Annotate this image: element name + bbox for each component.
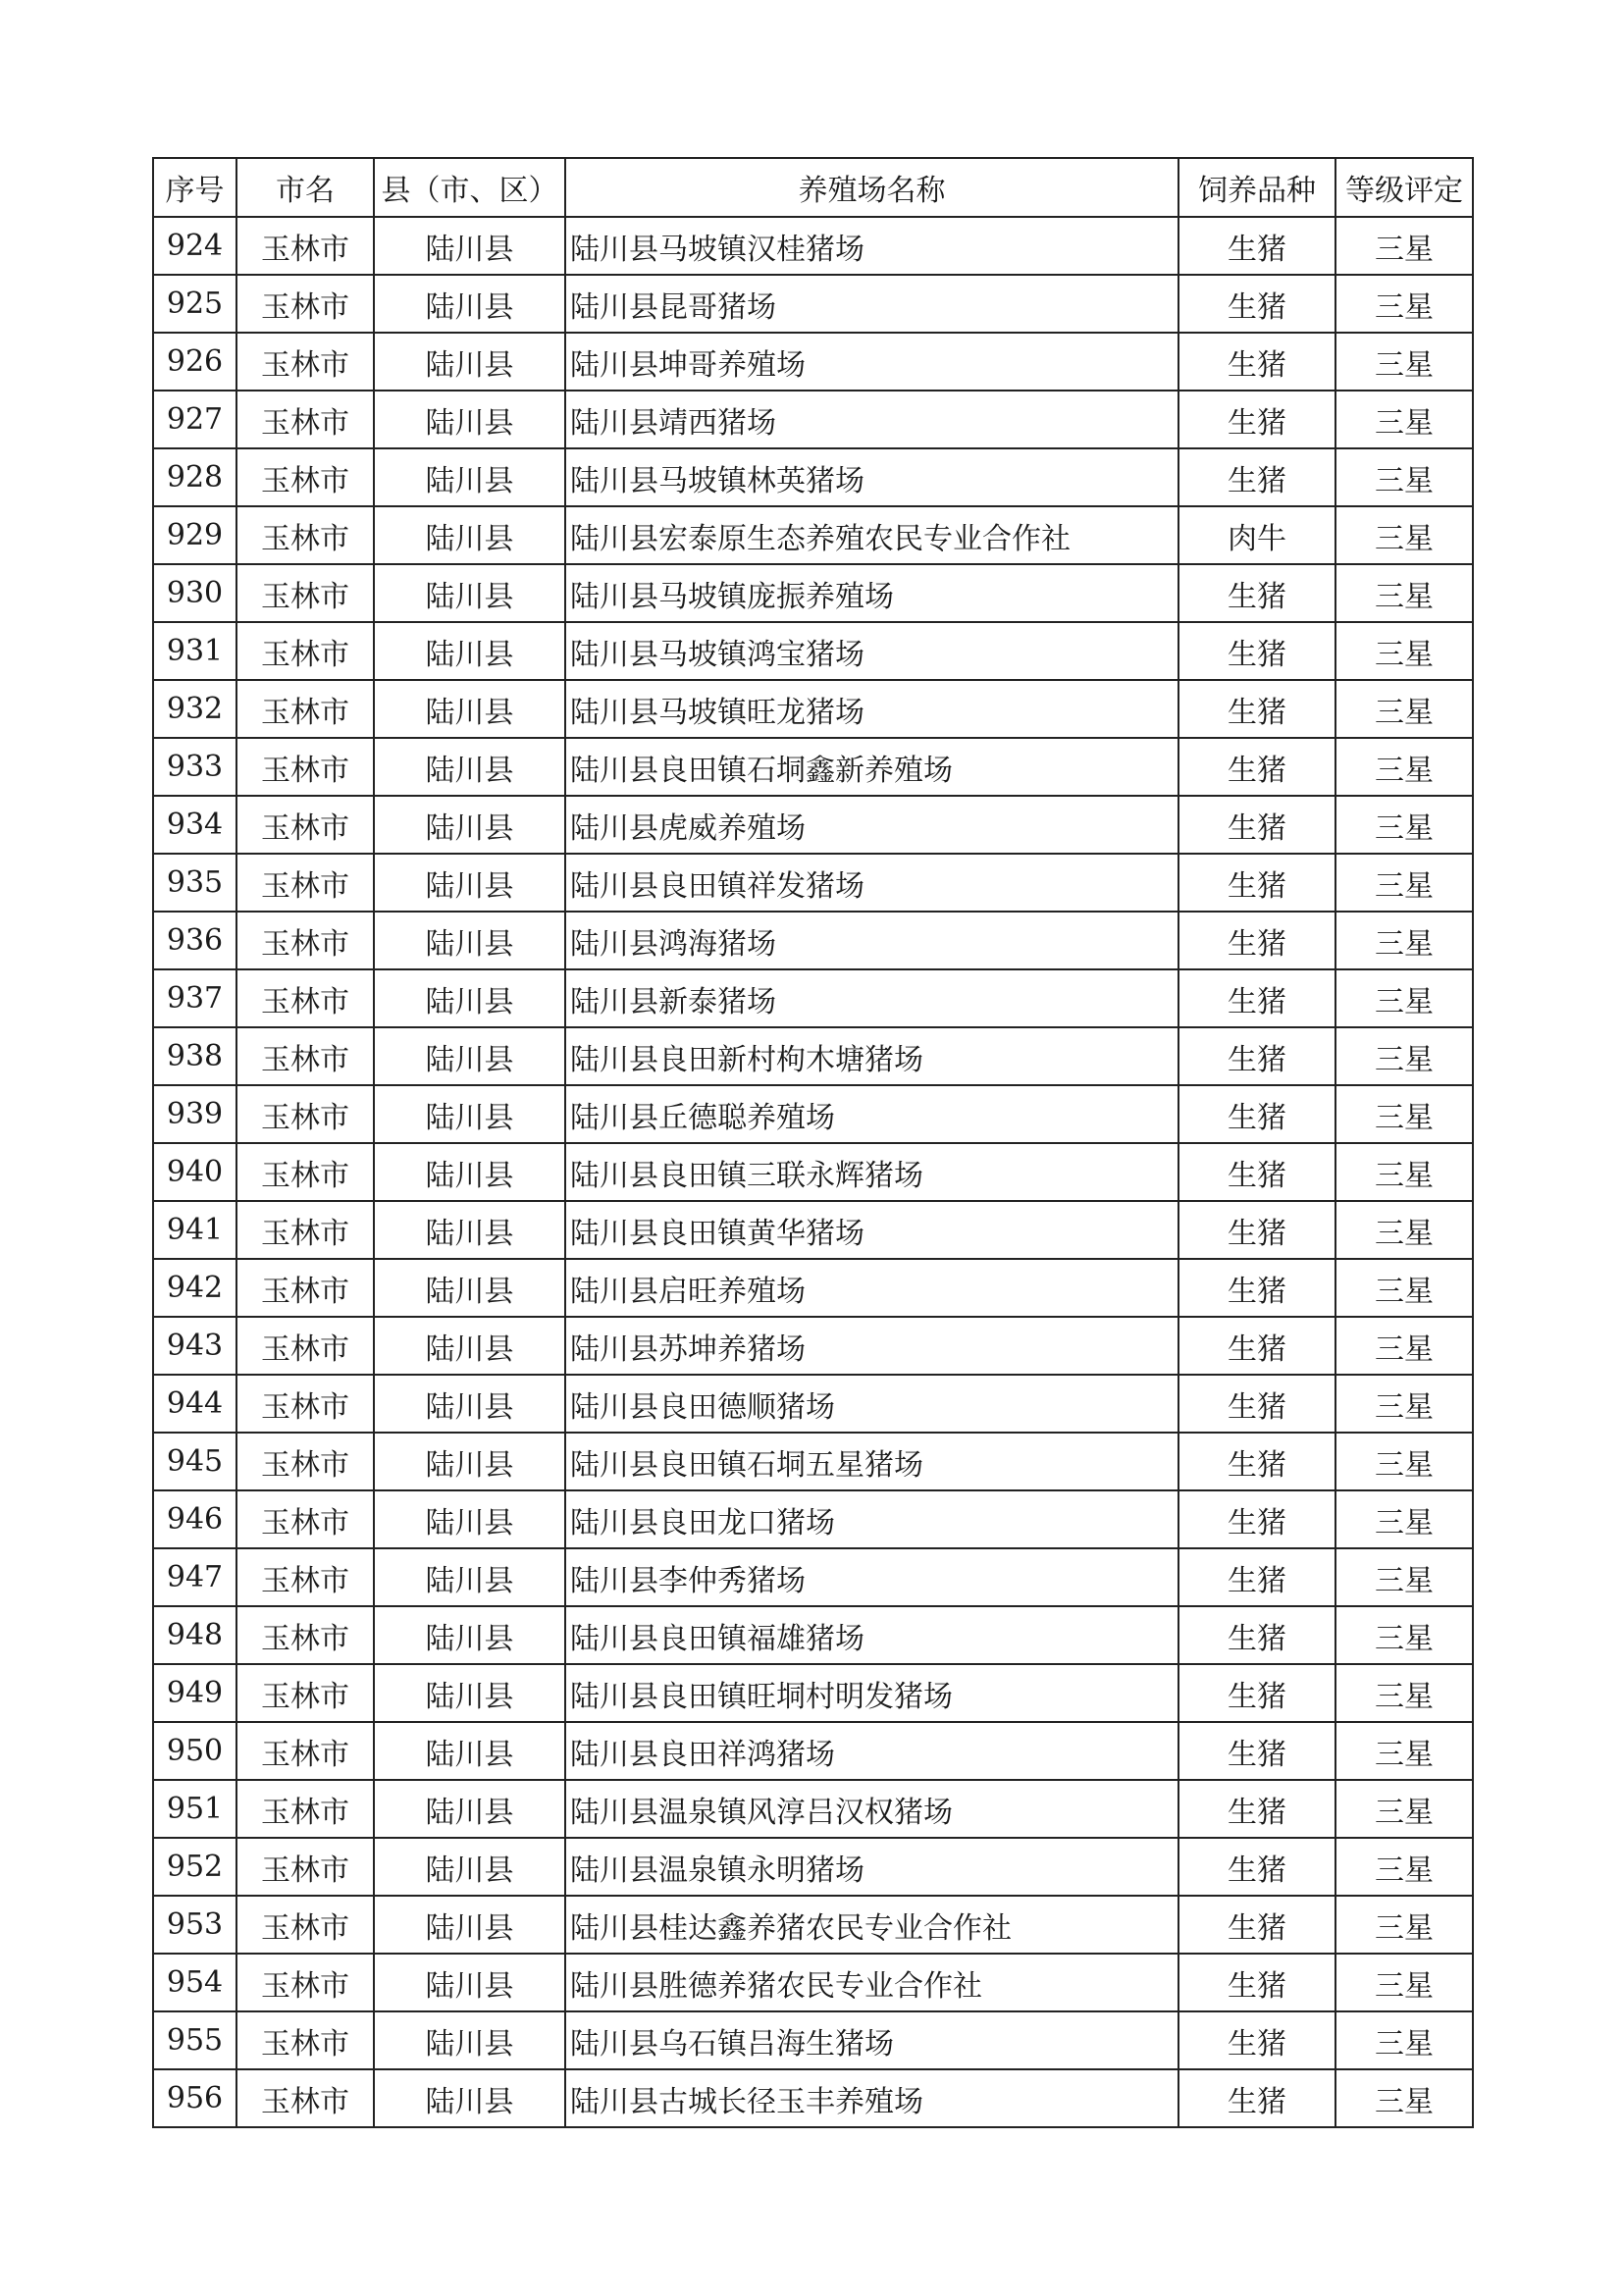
cell-serial-number: 934: [153, 796, 236, 854]
cell-city: 玉林市: [236, 1259, 374, 1317]
cell-farm-name: 陆川县李仲秀猪场: [565, 1548, 1178, 1606]
cell-city: 玉林市: [236, 506, 374, 564]
cell-species: 生猪: [1178, 912, 1335, 969]
cell-city: 玉林市: [236, 969, 374, 1027]
cell-farm-name: 陆川县良田镇黄华猪场: [565, 1201, 1178, 1259]
cell-rating: 三星: [1335, 854, 1473, 912]
cell-rating: 三星: [1335, 1201, 1473, 1259]
table-row: [153, 796, 1473, 854]
cell-city: 玉林市: [236, 217, 374, 275]
table-row: [153, 1722, 1473, 1780]
cell-county: 陆川县: [374, 1433, 565, 1490]
cell-city: 玉林市: [236, 1664, 374, 1722]
cell-county: 陆川县: [374, 448, 565, 506]
cell-species: 生猪: [1178, 1375, 1335, 1433]
cell-species: 生猪: [1178, 275, 1335, 333]
cell-serial-number: 955: [153, 2011, 236, 2069]
cell-city: 玉林市: [236, 2069, 374, 2127]
cell-serial-number: 940: [153, 1143, 236, 1201]
cell-species: 生猪: [1178, 391, 1335, 448]
cell-county: 陆川县: [374, 622, 565, 680]
cell-city: 玉林市: [236, 738, 374, 796]
cell-serial-number: 937: [153, 969, 236, 1027]
cell-city: 玉林市: [236, 1375, 374, 1433]
cell-serial-number: 954: [153, 1954, 236, 2011]
cell-species: 生猪: [1178, 1896, 1335, 1954]
cell-farm-name: 陆川县新泰猪场: [565, 969, 1178, 1027]
cell-city: 玉林市: [236, 1780, 374, 1838]
cell-county: 陆川县: [374, 333, 565, 391]
table-row: [153, 1780, 1473, 1838]
cell-rating: 三星: [1335, 912, 1473, 969]
cell-city: 玉林市: [236, 1838, 374, 1896]
cell-serial-number: 930: [153, 564, 236, 622]
table-row: [153, 506, 1473, 564]
cell-serial-number: 946: [153, 1490, 236, 1548]
cell-rating: 三星: [1335, 680, 1473, 738]
table-row: [153, 2011, 1473, 2069]
cell-rating: 三星: [1335, 1896, 1473, 1954]
cell-farm-name: 陆川县马坡镇林英猪场: [565, 448, 1178, 506]
cell-city: 玉林市: [236, 1085, 374, 1143]
cell-farm-name: 陆川县良田镇旺垌村明发猪场: [565, 1664, 1178, 1722]
cell-city: 玉林市: [236, 1722, 374, 1780]
cell-farm-name: 陆川县启旺养殖场: [565, 1259, 1178, 1317]
cell-city: 玉林市: [236, 1896, 374, 1954]
cell-rating: 三星: [1335, 2011, 1473, 2069]
table-row: [153, 738, 1473, 796]
cell-county: 陆川县: [374, 564, 565, 622]
table-header-row: [153, 158, 1473, 217]
cell-serial-number: 926: [153, 333, 236, 391]
cell-serial-number: 956: [153, 2069, 236, 2127]
cell-farm-name: 陆川县良田新村枸木塘猪场: [565, 1027, 1178, 1085]
cell-rating: 三星: [1335, 1548, 1473, 1606]
cell-serial-number: 949: [153, 1664, 236, 1722]
cell-serial-number: 938: [153, 1027, 236, 1085]
cell-farm-name: 陆川县良田镇石垌鑫新养殖场: [565, 738, 1178, 796]
cell-rating: 三星: [1335, 2069, 1473, 2127]
cell-farm-name: 陆川县靖西猪场: [565, 391, 1178, 448]
cell-county: 陆川县: [374, 391, 565, 448]
cell-city: 玉林市: [236, 391, 374, 448]
cell-species: 生猪: [1178, 680, 1335, 738]
cell-county: 陆川县: [374, 1201, 565, 1259]
cell-county: 陆川县: [374, 1664, 565, 1722]
cell-city: 玉林市: [236, 1490, 374, 1548]
cell-county: 陆川县: [374, 854, 565, 912]
cell-farm-name: 陆川县温泉镇永明猪场: [565, 1838, 1178, 1896]
cell-farm-name: 陆川县宏泰原生态养殖农民专业合作社: [565, 506, 1178, 564]
cell-city: 玉林市: [236, 2011, 374, 2069]
cell-county: 陆川县: [374, 1606, 565, 1664]
cell-serial-number: 939: [153, 1085, 236, 1143]
cell-rating: 三星: [1335, 275, 1473, 333]
cell-farm-name: 陆川县虎威养殖场: [565, 796, 1178, 854]
cell-county: 陆川县: [374, 217, 565, 275]
cell-serial-number: 935: [153, 854, 236, 912]
table-row: [153, 1954, 1473, 2011]
cell-species: 生猪: [1178, 1201, 1335, 1259]
table-row: [153, 622, 1473, 680]
cell-rating: 三星: [1335, 1259, 1473, 1317]
table-row: [153, 1490, 1473, 1548]
cell-serial-number: 941: [153, 1201, 236, 1259]
farm-rating-sheet: [152, 157, 1472, 2128]
cell-rating: 三星: [1335, 1317, 1473, 1375]
cell-county: 陆川县: [374, 2069, 565, 2127]
cell-county: 陆川县: [374, 1548, 565, 1606]
cell-rating: 三星: [1335, 1027, 1473, 1085]
cell-city: 玉林市: [236, 1606, 374, 1664]
cell-farm-name: 陆川县乌石镇吕海生猪场: [565, 2011, 1178, 2069]
cell-county: 陆川县: [374, 680, 565, 738]
cell-rating: 三星: [1335, 1143, 1473, 1201]
table-row: [153, 912, 1473, 969]
cell-species: 生猪: [1178, 1664, 1335, 1722]
cell-county: 陆川县: [374, 1722, 565, 1780]
cell-farm-name: 陆川县坤哥养殖场: [565, 333, 1178, 391]
header-city: 市名: [236, 158, 374, 217]
table-row: [153, 680, 1473, 738]
cell-county: 陆川县: [374, 1085, 565, 1143]
cell-serial-number: 928: [153, 448, 236, 506]
cell-species: 生猪: [1178, 448, 1335, 506]
cell-city: 玉林市: [236, 1954, 374, 2011]
cell-serial-number: 945: [153, 1433, 236, 1490]
cell-serial-number: 950: [153, 1722, 236, 1780]
cell-serial-number: 931: [153, 622, 236, 680]
cell-county: 陆川县: [374, 1317, 565, 1375]
cell-county: 陆川县: [374, 1027, 565, 1085]
cell-city: 玉林市: [236, 1317, 374, 1375]
table-row: [153, 217, 1473, 275]
cell-city: 玉林市: [236, 1433, 374, 1490]
cell-farm-name: 陆川县良田祥鸿猪场: [565, 1722, 1178, 1780]
cell-species: 生猪: [1178, 564, 1335, 622]
table-row: [153, 1606, 1473, 1664]
cell-species: 生猪: [1178, 1317, 1335, 1375]
cell-species: 肉牛: [1178, 506, 1335, 564]
cell-farm-name: 陆川县马坡镇旺龙猪场: [565, 680, 1178, 738]
cell-farm-name: 陆川县良田镇三联永辉猪场: [565, 1143, 1178, 1201]
table-row: [153, 2069, 1473, 2127]
cell-species: 生猪: [1178, 969, 1335, 1027]
cell-species: 生猪: [1178, 1548, 1335, 1606]
cell-species: 生猪: [1178, 1954, 1335, 2011]
cell-serial-number: 927: [153, 391, 236, 448]
table-row: [153, 275, 1473, 333]
cell-farm-name: 陆川县桂达鑫养猪农民专业合作社: [565, 1896, 1178, 1954]
header-farm-name: 养殖场名称: [565, 158, 1178, 217]
cell-rating: 三星: [1335, 448, 1473, 506]
cell-county: 陆川县: [374, 1838, 565, 1896]
cell-city: 玉林市: [236, 680, 374, 738]
cell-city: 玉林市: [236, 854, 374, 912]
cell-city: 玉林市: [236, 1548, 374, 1606]
cell-species: 生猪: [1178, 796, 1335, 854]
cell-county: 陆川县: [374, 1896, 565, 1954]
table-row: [153, 448, 1473, 506]
cell-county: 陆川县: [374, 1780, 565, 1838]
cell-species: 生猪: [1178, 1838, 1335, 1896]
cell-city: 玉林市: [236, 622, 374, 680]
cell-serial-number: 925: [153, 275, 236, 333]
cell-rating: 三星: [1335, 1606, 1473, 1664]
cell-county: 陆川县: [374, 912, 565, 969]
cell-county: 陆川县: [374, 2011, 565, 2069]
cell-rating: 三星: [1335, 1838, 1473, 1896]
cell-species: 生猪: [1178, 622, 1335, 680]
cell-farm-name: 陆川县苏坤养猪场: [565, 1317, 1178, 1375]
cell-rating: 三星: [1335, 1664, 1473, 1722]
table-row: [153, 1664, 1473, 1722]
table-row: [153, 1896, 1473, 1954]
cell-species: 生猪: [1178, 1722, 1335, 1780]
cell-serial-number: 929: [153, 506, 236, 564]
cell-county: 陆川县: [374, 1375, 565, 1433]
table-row: [153, 1375, 1473, 1433]
cell-serial-number: 947: [153, 1548, 236, 1606]
cell-species: 生猪: [1178, 1780, 1335, 1838]
cell-farm-name: 陆川县马坡镇汉桂猪场: [565, 217, 1178, 275]
cell-city: 玉林市: [236, 796, 374, 854]
table-row: [153, 1317, 1473, 1375]
cell-serial-number: 948: [153, 1606, 236, 1664]
cell-serial-number: 936: [153, 912, 236, 969]
cell-serial-number: 933: [153, 738, 236, 796]
cell-rating: 三星: [1335, 622, 1473, 680]
cell-farm-name: 陆川县鸿海猪场: [565, 912, 1178, 969]
table-row: [153, 1259, 1473, 1317]
cell-rating: 三星: [1335, 969, 1473, 1027]
cell-species: 生猪: [1178, 2069, 1335, 2127]
cell-city: 玉林市: [236, 564, 374, 622]
cell-county: 陆川县: [374, 969, 565, 1027]
cell-farm-name: 陆川县马坡镇鸿宝猪场: [565, 622, 1178, 680]
header-species: 饲养品种: [1178, 158, 1335, 217]
cell-farm-name: 陆川县丘德聪养殖场: [565, 1085, 1178, 1143]
cell-serial-number: 953: [153, 1896, 236, 1954]
cell-rating: 三星: [1335, 217, 1473, 275]
farm-rating-table: [152, 157, 1474, 2128]
table-row: [153, 333, 1473, 391]
table-row: [153, 1143, 1473, 1201]
cell-species: 生猪: [1178, 1085, 1335, 1143]
cell-county: 陆川县: [374, 506, 565, 564]
table-row: [153, 391, 1473, 448]
cell-farm-name: 陆川县昆哥猪场: [565, 275, 1178, 333]
cell-city: 玉林市: [236, 333, 374, 391]
cell-species: 生猪: [1178, 854, 1335, 912]
cell-species: 生猪: [1178, 333, 1335, 391]
cell-serial-number: 952: [153, 1838, 236, 1896]
cell-city: 玉林市: [236, 1143, 374, 1201]
cell-county: 陆川县: [374, 1954, 565, 2011]
cell-serial-number: 951: [153, 1780, 236, 1838]
cell-city: 玉林市: [236, 1201, 374, 1259]
cell-species: 生猪: [1178, 1433, 1335, 1490]
cell-species: 生猪: [1178, 2011, 1335, 2069]
cell-rating: 三星: [1335, 564, 1473, 622]
cell-rating: 三星: [1335, 1490, 1473, 1548]
cell-serial-number: 932: [153, 680, 236, 738]
cell-rating: 三星: [1335, 738, 1473, 796]
cell-farm-name: 陆川县古城长径玉丰养殖场: [565, 2069, 1178, 2127]
cell-farm-name: 陆川县马坡镇庞振养殖场: [565, 564, 1178, 622]
table-row: [153, 1027, 1473, 1085]
table-body: [153, 217, 1473, 2127]
table-row: [153, 854, 1473, 912]
cell-farm-name: 陆川县温泉镇风淳吕汉权猪场: [565, 1780, 1178, 1838]
cell-rating: 三星: [1335, 506, 1473, 564]
cell-rating: 三星: [1335, 1375, 1473, 1433]
cell-serial-number: 924: [153, 217, 236, 275]
table-row: [153, 564, 1473, 622]
cell-county: 陆川县: [374, 738, 565, 796]
cell-farm-name: 陆川县胜德养猪农民专业合作社: [565, 1954, 1178, 2011]
cell-county: 陆川县: [374, 796, 565, 854]
cell-species: 生猪: [1178, 1143, 1335, 1201]
cell-county: 陆川县: [374, 275, 565, 333]
cell-rating: 三星: [1335, 1954, 1473, 2011]
cell-species: 生猪: [1178, 1259, 1335, 1317]
table-row: [153, 1548, 1473, 1606]
cell-farm-name: 陆川县良田镇福雄猪场: [565, 1606, 1178, 1664]
cell-species: 生猪: [1178, 217, 1335, 275]
cell-city: 玉林市: [236, 448, 374, 506]
cell-city: 玉林市: [236, 1027, 374, 1085]
table-row: [153, 1838, 1473, 1896]
cell-county: 陆川县: [374, 1143, 565, 1201]
cell-farm-name: 陆川县良田镇石垌五星猪场: [565, 1433, 1178, 1490]
table-row: [153, 969, 1473, 1027]
header-serial-number: 序号: [153, 158, 236, 217]
cell-rating: 三星: [1335, 1085, 1473, 1143]
cell-county: 陆川县: [374, 1490, 565, 1548]
cell-rating: 三星: [1335, 391, 1473, 448]
table-row: [153, 1085, 1473, 1143]
cell-species: 生猪: [1178, 738, 1335, 796]
cell-serial-number: 943: [153, 1317, 236, 1375]
cell-species: 生猪: [1178, 1606, 1335, 1664]
cell-farm-name: 陆川县良田镇祥发猪场: [565, 854, 1178, 912]
cell-rating: 三星: [1335, 1722, 1473, 1780]
cell-city: 玉林市: [236, 912, 374, 969]
cell-serial-number: 944: [153, 1375, 236, 1433]
cell-serial-number: 942: [153, 1259, 236, 1317]
cell-rating: 三星: [1335, 1433, 1473, 1490]
header-rating: 等级评定: [1335, 158, 1473, 217]
cell-farm-name: 陆川县良田龙口猪场: [565, 1490, 1178, 1548]
cell-species: 生猪: [1178, 1490, 1335, 1548]
cell-city: 玉林市: [236, 275, 374, 333]
cell-rating: 三星: [1335, 796, 1473, 854]
cell-rating: 三星: [1335, 333, 1473, 391]
cell-farm-name: 陆川县良田德顺猪场: [565, 1375, 1178, 1433]
cell-rating: 三星: [1335, 1780, 1473, 1838]
cell-county: 陆川县: [374, 1259, 565, 1317]
table-row: [153, 1433, 1473, 1490]
table-row: [153, 1201, 1473, 1259]
cell-species: 生猪: [1178, 1027, 1335, 1085]
header-county: 县（市、区）: [374, 158, 565, 217]
